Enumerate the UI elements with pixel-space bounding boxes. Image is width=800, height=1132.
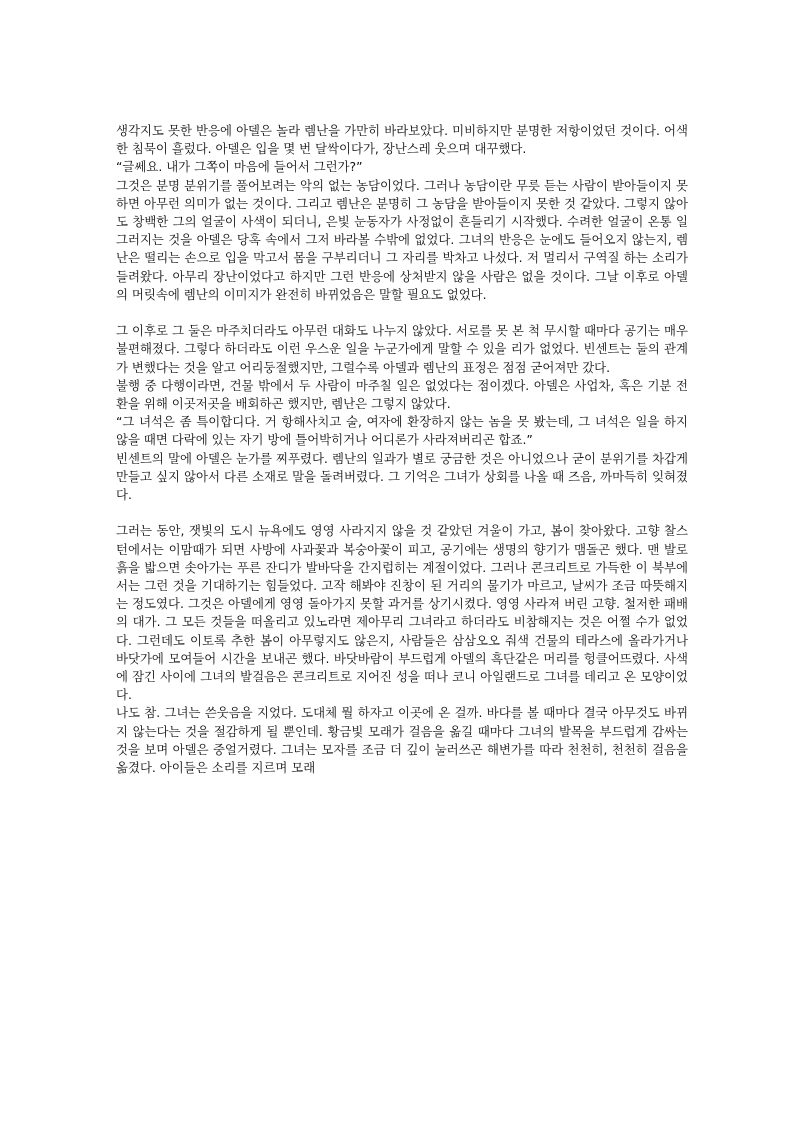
paragraph-3: 그 이후로 그 둘은 마주치더라도 아무런 대화도 나누지 않았다. 서로를 못 본 척 무시할 때마다 공기는 매우 불편해졌다. 그렇다 하더라도 이런 우스운 일을 누군가에게 말할 수 있을 리가 없었다. 빈센트는 둘의 관계가 변했다는 것을 알고 어리둥절했지만, 그럴수록 아델과 렘난의 표정은 점점 굳어져만 갔다. xyxy=(116,323,688,375)
paragraph-1: 생각지도 못한 반응에 아델은 놀라 렘난을 가만히 바라보았다. 미비하지만 분명한 저항이었던 것이다. 어색한 침묵이 흘렀다. 아델은 입을 몇 번 달싹이다가, 장난스레 웃으며 대꾸했다. xyxy=(116,123,688,157)
paragraph-gap xyxy=(116,304,688,322)
paragraph-2: 그것은 분명 분위기를 풀어보려는 악의 없는 농담이었다. 그러나 농담이란 무릇 듣는 사람이 받아들이지 못하면 아무런 의미가 없는 것이다. 그리고 렘난은 분명히 그 농담을 받아들이지 못한 것 같았다. 그렇지 않아도 창백한 그의 얼굴이 사색이 되더니, 은빛 눈동자가 사정없이 흔들리기 시작했다. 수려한 얼굴이 온통 일그러지는 것을 아델은 당혹 속에서 그저 바라볼 수밖에 없었다. 그녀의 반응은 눈에도 들어오지 않는지, 렘난은 떨리는 손으로 입을 막고서 몸을 구부리더니 그 자리를 박차고 나섰다. 저 멀리서 구역질 하는 소리가 들려왔다. 아무리 장난이었다고 하지만 그런 반응에 상처받지 않을 사람은 없을 것이다. 그날 이후로 아델의 머릿속에 렘난의 이미지가 완전히 바뀌었음은 말할 필요도 없었다. xyxy=(116,177,688,302)
dialogue-1: “글쎄요. 내가 그쪽이 마음에 들어서 그런가?” xyxy=(116,159,363,175)
dialogue-2: “그 녀석은 좀 특이합디다. 거 항해사치고 술, 여자에 환장하지 않는 놈을 못 봤는데, 그 녀석은 일을 하지 않을 때면 다락에 있는 자기 방에 틀어박히거나 어디론가 사라져버리곤 합죠.” xyxy=(116,414,688,448)
paragraph-5: 빈센트의 말에 아델은 눈가를 찌푸렸다. 렘난의 일과가 별로 궁금한 것은 아니었으나 굳이 분위기를 차갑게 만들고 싶지 않아서 다른 소재로 말을 돌려버렸다. 그 기억은 그녀가 상회를 나올 때 즈음, 까마득히 잊혀졌다. xyxy=(116,450,688,503)
paragraph-gap xyxy=(116,504,688,522)
paragraph-4: 불행 중 다행이라면, 건물 밖에서 두 사람이 마주칠 일은 없었다는 점이겠다. 아델은 사업차, 혹은 기분 전환을 위해 이곳저곳을 배회하곤 했지만, 렘난은 그렇지 않았다. xyxy=(116,377,688,412)
paragraph-7: 나도 참. 그녀는 쓴웃음을 지었다. 도대체 뭘 하자고 이곳에 온 걸까. 바다를 볼 때마다 결국 아무것도 바뀌지 않는다는 것을 절감하게 될 뿐인데. 황금빛 모래가 걸음을 옮길 때마다 그녀의 발목을 부드럽게 감싸는 것을 보며 아델은 중얼거렸다. 그녀는 모자를 조금 더 깊이 눌러쓰곤 해변가를 따라 천천히, 천천히 걸음을 옮겼다. 아이들은 소리를 지르며 모래 xyxy=(116,705,688,776)
paragraph-6: 그러는 동안, 잿빛의 도시 뉴욕에도 영영 사라지지 않을 것 같았던 겨울이 가고, 봄이 찾아왔다. 고향 찰스턴에서는 이맘때가 되면 사방에 사과꽃과 복숭아꽃이 피고, 공기에는 생명의 향기가 맴돌곤 했다. 맨 발로 흙을 밟으면 솟아가는 푸른 잔디가 발바닥을 간지럽히는 계절이었다. 그러나 콘크리트로 가득한 이 북부에서는 그런 것을 기대하기는 힘들었다. 고작 해봐야 진창이 된 거리의 물기가 마르고, 날씨가 조금 따뜻해지는 정도였다. 그것은 아델에게 영영 돌아가지 못할 과거를 상기시켰다. 영영 사라져 버린 고향. 철저한 패배의 대가. 그 모든 것들을 떠올리고 있노라면 제아무리 그녀라고 하더라도 비참해지는 것은 어쩔 수가 없었다. 그런데도 이토록 추한 봄이 아무렇지도 않은지, 사람들은 삼삼오오 줘색 건물의 테라스에 올라가거나 바닷가에 모여들어 시간을 보내곤 했다. 바닷바람이 부드럽게 아델의 흑단같은 머리를 헝클어뜨렸다. 사색에 잠긴 사이에 그녀의 발걸음은 콘크리트로 지어진 성을 떠나 코니 아일랜드로 그녀를 데리고 온 모양이었다. xyxy=(116,523,688,703)
